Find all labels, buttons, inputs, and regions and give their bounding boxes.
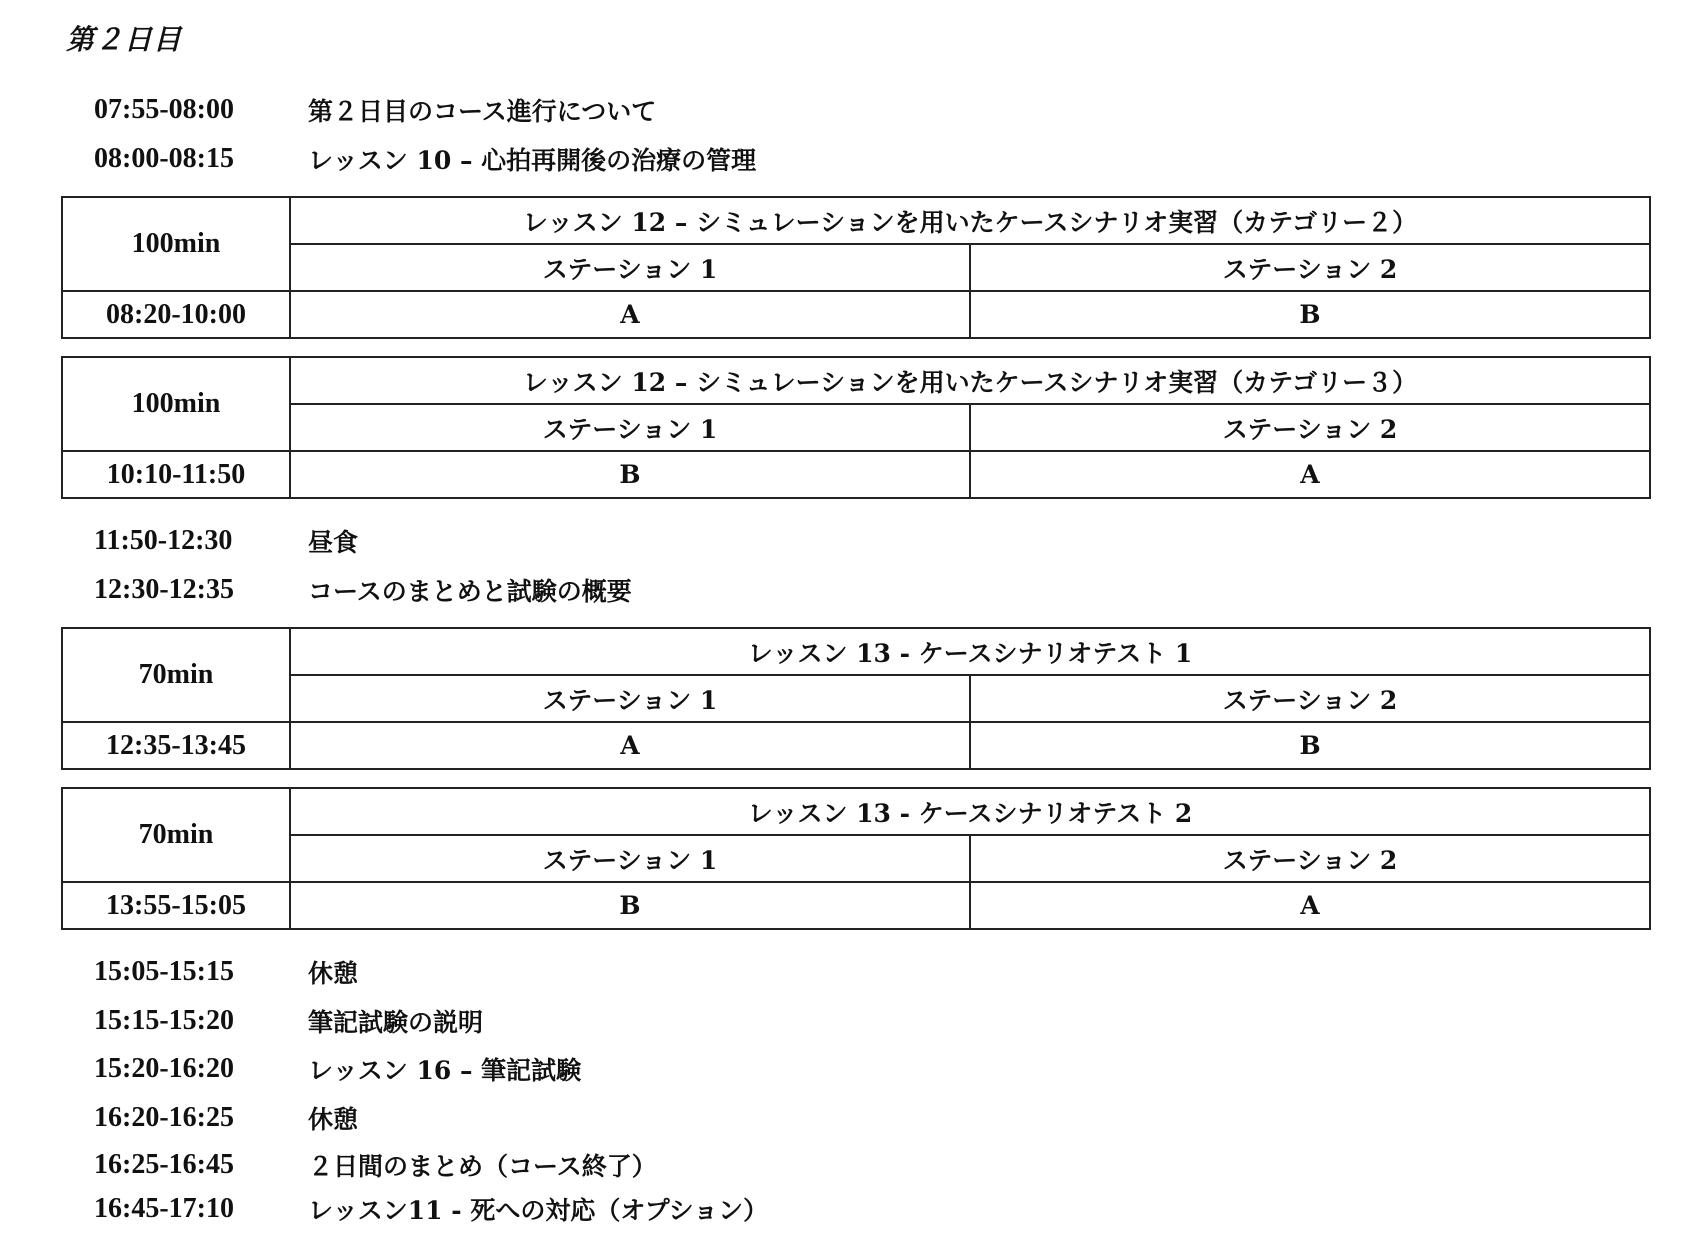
schedule-row [94, 139, 756, 179]
station-1-group: B [290, 882, 970, 929]
station-1-group: B [290, 451, 970, 498]
station-1-group: A [290, 722, 970, 769]
station-2-header: ステーション 2 [970, 835, 1650, 882]
station-2-group: A [970, 451, 1650, 498]
schedule-row [94, 570, 632, 610]
session-duration: 100min [62, 357, 290, 451]
schedule-row [94, 952, 358, 992]
row-time: 12:30-12:35 [94, 574, 234, 605]
schedule-row [94, 521, 358, 561]
session-duration: 100min [62, 197, 290, 291]
session-title: レッスン 12 – シミュレーションを用いたケースシナリオ実習（カテゴリー２） [290, 197, 1650, 244]
row-label: レッスン 10 – 心拍再開後の治療の管理 [308, 146, 757, 175]
row-time: 16:25-16:45 [94, 1149, 234, 1180]
session-table [61, 627, 1651, 770]
row-time: 08:00-08:15 [94, 143, 234, 174]
row-time: 07:55-08:00 [94, 94, 234, 125]
session-duration: 70min [62, 788, 290, 882]
row-time: 15:05-15:15 [94, 956, 234, 987]
schedule-row [94, 1049, 581, 1089]
station-2-group: B [970, 291, 1650, 338]
session-duration: 70min [62, 628, 290, 722]
page-title: 第２日目 [66, 23, 183, 56]
session-time: 12:35-13:45 [62, 722, 290, 769]
session-time: 08:20-10:00 [62, 291, 290, 338]
session-time: 13:55-15:05 [62, 882, 290, 929]
station-1-header: ステーション 1 [290, 835, 970, 882]
row-label: コースのまとめと試験の概要 [308, 577, 632, 606]
session-time: 10:10-11:50 [62, 451, 290, 498]
row-time: 15:20-16:20 [94, 1053, 234, 1084]
row-label: 休憩 [308, 959, 359, 988]
schedule-row [94, 90, 656, 130]
schedule-row [94, 1001, 483, 1041]
schedule-row [94, 1145, 657, 1185]
session-table [61, 787, 1651, 930]
station-2-header: ステーション 2 [970, 244, 1650, 291]
station-1-header: ステーション 1 [290, 404, 970, 451]
row-time: 11:50-12:30 [94, 525, 233, 556]
row-label: 第２日目のコース進行について [308, 97, 657, 126]
schedule-row [94, 1098, 358, 1138]
row-label: 筆記試験の説明 [308, 1008, 484, 1037]
row-time: 16:45-17:10 [94, 1193, 234, 1224]
row-label: 昼食 [308, 528, 359, 557]
row-time: 15:15-15:20 [94, 1005, 234, 1036]
row-label: レッスン11 - 死への対応（オプション） [308, 1196, 769, 1225]
session-table [61, 196, 1651, 339]
station-2-group: B [970, 722, 1650, 769]
row-label: ２日間のまとめ（コース終了） [308, 1152, 657, 1181]
station-2-group: A [970, 882, 1650, 929]
station-2-header: ステーション 2 [970, 404, 1650, 451]
session-title: レッスン 13 - ケースシナリオテスト 1 [290, 628, 1650, 675]
row-label: 休憩 [308, 1105, 359, 1134]
session-title: レッスン 13 - ケースシナリオテスト 2 [290, 788, 1650, 835]
session-table [61, 356, 1651, 499]
schedule-row [94, 1189, 768, 1229]
station-2-header: ステーション 2 [970, 675, 1650, 722]
row-label: レッスン 16 – 筆記試験 [308, 1056, 582, 1085]
station-1-header: ステーション 1 [290, 244, 970, 291]
session-title: レッスン 12 – シミュレーションを用いたケースシナリオ実習（カテゴリー３） [290, 357, 1650, 404]
station-1-group: A [290, 291, 970, 338]
row-time: 16:20-16:25 [94, 1102, 234, 1133]
station-1-header: ステーション 1 [290, 675, 970, 722]
